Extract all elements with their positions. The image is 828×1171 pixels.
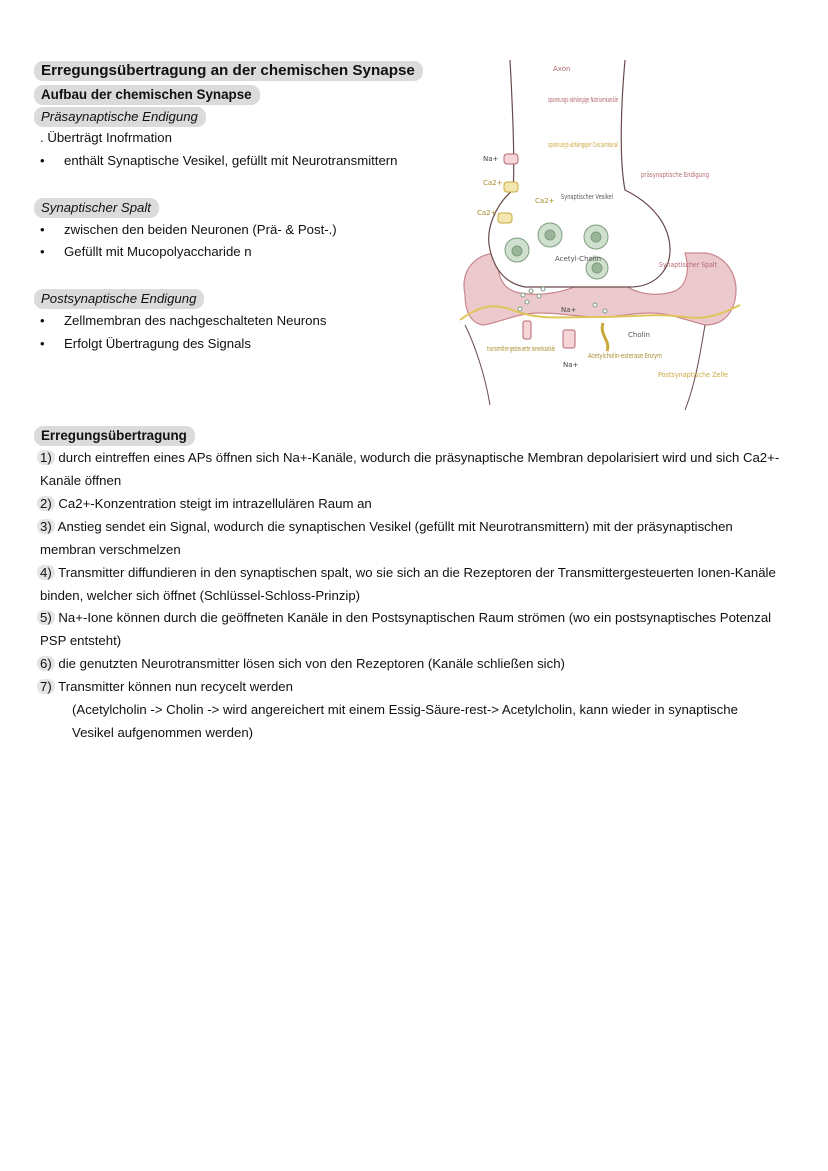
label-acetylcholin: Acetyl-Cholin [555, 255, 602, 263]
section-heading-aufbau: Aufbau der chemischen Synapse [34, 85, 260, 105]
ca-channel-icon [504, 182, 518, 192]
postsynaptic-cell [465, 325, 705, 410]
label-vesikel: Synaptischer Vesikel [561, 193, 614, 201]
list-item: 4) Transmitter diffundieren in den synaptischen spalt, wo sie sich an die Rezeptoren der Transmittergesteuerten Ionen-Kanäle binden, welcher sich öffnet (Schlüssel-Schloss-Prinzip) [40, 561, 780, 607]
ca-label: Ca2+ [483, 179, 503, 187]
bullet-icon: • [40, 222, 45, 237]
ca-label: Ca2+ [535, 197, 555, 205]
ca-channel-icon [498, 213, 512, 223]
enzyme-icon [602, 323, 608, 351]
list-item: 6) die genutzten Neurotransmitter lösen sich von den Rezeptoren (Kanäle schließen sich) [40, 652, 780, 675]
list-item: • enthält Synaptische Vesikel, gefüllt mit Neurotransmittern [40, 153, 398, 168]
bullet-icon: • [40, 153, 45, 168]
label-esterase: Acetylcholin-esterase Enzym [588, 352, 663, 360]
list-item: 1) durch eintreffen eines APs öffnen sich Na+-Kanäle, wodurch die präsynaptische Membran depolarisiert wird und sich Ca2+-Kanäle öffnen [40, 446, 780, 492]
ca-label: Ca2+ [477, 209, 497, 217]
list-item: 7) Transmitter können nun recycelt werden [40, 675, 780, 698]
list-item: 2) Ca2+-Konzentration steigt im intrazellulären Raum an [40, 492, 780, 515]
praesynaptisch-line: . Überträgt Inofrmation [40, 130, 172, 145]
label-na-kanaele: spannungs-abhängige Natriumkanäle [548, 96, 618, 104]
list-item: • Zellmembran des nachgeschalteten Neurons [40, 313, 327, 328]
synapse-diagram [455, 55, 745, 415]
transmitter-channel-icon [563, 330, 575, 348]
page-title: Erregungsübertragung an der chemischen Synapse [34, 61, 423, 81]
axon-label: Axon [553, 65, 571, 73]
bullet-icon: • [40, 336, 45, 351]
list-item: 5) Na+-Ione können durch die geöffneten Kanäle in den Postsynaptischen Raum strömen (wo ein postsynaptisches Potenzal PSP entsteht) [40, 606, 780, 652]
na-channel-icon [504, 154, 518, 164]
list-item: • zwischen den beiden Neuronen (Prä- & Post-.) [40, 222, 337, 237]
bullet-icon: • [40, 244, 45, 259]
label-transmitter-kanaele: transmitter-gesteuerte Ionenkanäle [487, 345, 555, 353]
label-ca-kanal: spannungs-abhängiger Calciumkanal [548, 141, 619, 149]
label-praesynaptisch: präsynaptische Endigung [641, 171, 709, 179]
list-item: • Gefüllt mit Mucopolyaccharide n [40, 244, 252, 259]
na-label: Na+ [483, 155, 499, 163]
recycling-note: (Acetylcholin -> Cholin -> wird angereichert mit einem Essig-Säure-rest-> Acetylcholin, kann wieder in synaptische Vesikel aufgenommen werden) [72, 702, 738, 740]
label-postsynaptisch: Postsynaptische Zelle [658, 371, 728, 379]
label-cholin: Cholin [628, 331, 650, 339]
list-item: 3) Anstieg sendet ein Signal, wodurch die synaptischen Vesikel (gefüllt mit Neurotransmittern) mit der präsynaptischen membran verschmelzen [40, 515, 780, 561]
na-label: Na+ [563, 361, 579, 369]
section-heading-ablauf: Erregungsübertragung [34, 426, 195, 446]
na-label: Na+ [561, 306, 577, 314]
subheading-spalt: Synaptischer Spalt [34, 198, 159, 218]
transmitter-channel-icon [523, 321, 531, 339]
label-spalt: Synaptischer Spalt [659, 261, 718, 269]
bullet-icon: • [40, 313, 45, 328]
subheading-postsynaptisch: Postsynaptische Endigung [34, 289, 204, 309]
list-item: • Erfolgt Übertragung des Signals [40, 336, 251, 351]
subheading-praesynaptisch: Präsaynaptische Endigung [34, 107, 206, 127]
